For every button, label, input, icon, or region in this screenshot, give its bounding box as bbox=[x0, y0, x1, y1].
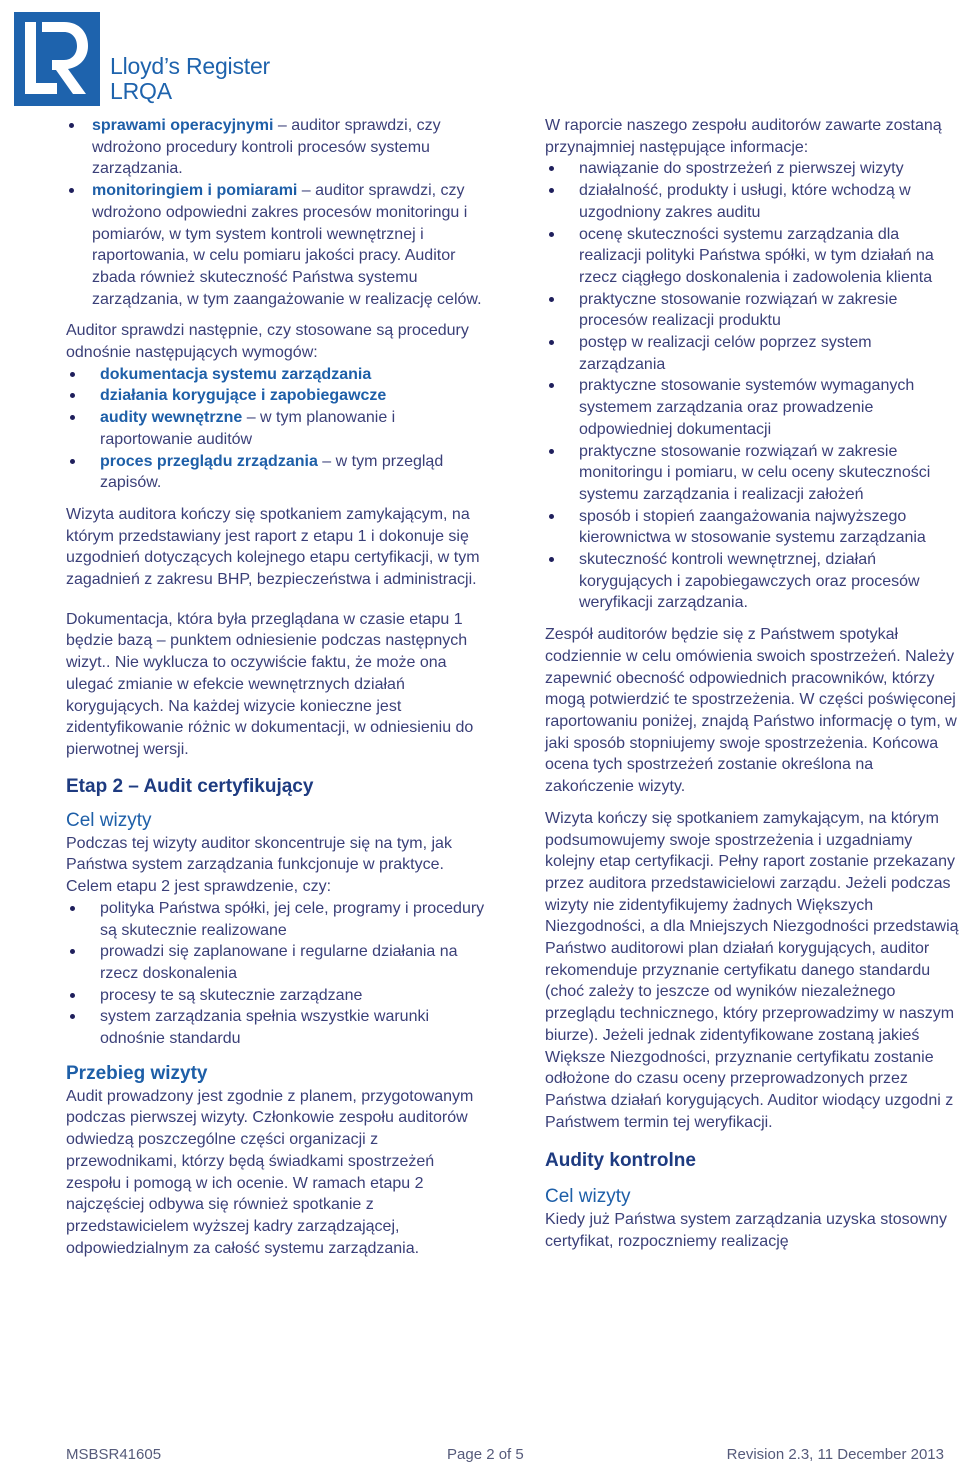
goal-bullet-list bbox=[66, 898, 486, 1050]
list-item: procesy te są skutecznie zarządzane bbox=[66, 985, 486, 1007]
list-item bbox=[66, 180, 486, 310]
bullet-text: – w tym planowanie i raportowanie auditów bbox=[100, 409, 396, 448]
requirements-bullet-list bbox=[66, 364, 486, 494]
report-bullet-list bbox=[545, 158, 960, 614]
list-item: postęp w realizacji celów poprzez system zarządzania bbox=[545, 332, 960, 375]
bullet-text: – auditor sprawdzi, czy wdrożono odpowiedni zakres procesów monitoringu i pomiarów, w tym system kontroli wewnętrznej i raportowania, w celu pomiaru jakości pracy. Auditor zbada również skuteczność Państwa systemu zarządzania, w tym zaangażowanie w realizację celów. bbox=[92, 182, 482, 308]
list-item: prowadzi się zaplanowane i regularne działania na rzecz doskonalenia bbox=[66, 941, 486, 984]
paragraph-documentation: Dokumentacja, która była przeglądana w czasie etapu 1 będzie bazą – punktem odniesienie podczas następnych wizyt.. Nie wyklucza to oczywiście faktu, że może ona ulegać zmianie w efekcie wewnętrznych działań korygujących. Na każdej wizycie konieczne jest zidentyfikowanie różnic w dokumentacji, w odniesieniu do pierwotnej wersji. bbox=[66, 610, 474, 758]
list-item: działalność, produkty i usługi, które wchodzą w uzgodniony zakres auditu bbox=[545, 180, 960, 223]
list-item: polityka Państwa spółki, jej cele, programy i procedury są skutecznie realizowane bbox=[66, 898, 486, 941]
logo-line-1: Lloyd’s Register bbox=[110, 53, 271, 79]
left-column bbox=[66, 115, 486, 1259]
goal-heading-right: Cel wizyty bbox=[545, 1186, 631, 1208]
bullet-text: – w tym przegląd zapisów. bbox=[100, 452, 444, 492]
list-item: praktyczne stosowanie rozwiązań w zakresie procesów realizacji produktu bbox=[545, 289, 960, 332]
list-item: sposób i stopień zaangażowania najwyższego kierownictwa w stosowanie systemu zarządzania bbox=[545, 506, 960, 549]
bullet-text: – auditor sprawdzi, czy wdrożono procedury kontroli procesów systemu zarządzania. bbox=[92, 117, 441, 178]
list-item bbox=[66, 407, 486, 450]
paragraph-close: Wizyta kończy się spotkaniem zamykającym, na którym podsumowujemy swoje spostrzeżenia i uzgadniamy kolejny etap certyfikacji. Pełny raport zostanie przekazany przez auditora przedstawicielowi zarządu. Jeżeli podczas wizyty nie zidentyfikujemy żadnych Większych Niezgodności, a dla Mniejszych Niezgodności przedstawią Państwo auditorowi plan działań korygujących, auditor rekomenduje przyznanie certyfikatu danego standardu (choć zależy to jeszcze od wyników niezależnego przeglądu technicznego, który przeprowadzimy w naszym biurze). Jeżeli jednak zidentyfikowane zostaną jakieś Większe Niezgodności, przyznanie certyfikatu zostanie odłożone do czasu oceny przeprowadzonych przez Państwa działań korygujących. Auditor wiodący uzgodni z Państwem termin tej weryfikacji. bbox=[545, 809, 959, 1131]
goal-paragraph: Podczas tej wizyty auditor skoncentruje się na tym, jak Państwa system zarządzania funkcjonuje w praktyce. Celem etapu 2 jest sprawdzenie, czy: bbox=[66, 834, 452, 896]
list-item bbox=[66, 115, 486, 180]
footer-revision: Revision 2.3, 11 December 2013 bbox=[726, 1446, 944, 1463]
paragraph-check: Auditor sprawdzi następnie, czy stosowane są procedury odnośnie następujących wymogów: bbox=[66, 322, 469, 362]
operations-bullet-list bbox=[66, 115, 486, 310]
bullet-term: proces przeglądu zrządzania bbox=[100, 452, 318, 470]
list-item: nawiązanie do spostrzeżeń z pierwszej wizyty bbox=[545, 158, 960, 180]
bullet-term: działania korygujące i zapobiegawcze bbox=[100, 387, 387, 405]
list-item: praktyczne stosowanie rozwiązań w zakresie monitoringu i pomiaru, w celu oceny skuteczności systemu zarządzania i realizacji założeń bbox=[545, 441, 960, 506]
list-item bbox=[66, 385, 486, 407]
bullet-term: dokumentacja systemu zarządzania bbox=[100, 365, 372, 383]
course-paragraph: Audit prowadzony jest zgodnie z planem, przygotowanym podczas pierwszej wizyty. Członkowie zespołu auditorów odwiedzą poszczególne części organizacji z przewodnikami, którzy będą świadkami spostrzeżeń zespołu i pomogą w ich ocenie. W ramach etapu 2 najczęściej odbywa się również spotkanie z przedstawicielem wyższej kadry zarządzającej, odpowiedzialnym za całość systemu zarządzania. bbox=[66, 1087, 474, 1257]
bullet-term: monitoringiem i pomiarami bbox=[92, 182, 298, 200]
list-item: system zarządzania spełnia wszystkie warunki odnośnie standardu bbox=[66, 1006, 486, 1049]
report-intro: W raporcie naszego zespołu auditorów zawarte zostaną przynajmniej następujące informacje: bbox=[545, 117, 942, 156]
logo-line-2: LRQA bbox=[110, 78, 172, 104]
footer-doc-id: MSBSR41605 bbox=[66, 1446, 162, 1463]
paragraph-team: Zespół auditorów będzie się z Państwem spotykał codziennie w celu omówienia swoich spostrzeżeń. Należy zapewnić obecność odpowiednich pracowników, którzy mogą potwierdzić te spostrzeżenia. W części poświęconej raportowaniu poniżej, znajdą Państwo informację o tym, w jaki sposób stopniujemy swoje spostrzeżenia. Końcowa ocena tych spostrzeżeń zostanie określona na zakończenie wizyty. bbox=[545, 626, 957, 796]
goal-heading: Cel wizyty bbox=[66, 809, 152, 831]
footer-page-number: Page 2 of 5 bbox=[447, 1446, 524, 1463]
goal-paragraph-right: Kiedy już Państwa system zarządzania uzyska stosowny certyfikat, rozpoczniemy realizację bbox=[545, 1211, 947, 1251]
lloyds-register-logo bbox=[14, 12, 304, 108]
audits-heading: Audity kontrolne bbox=[545, 1150, 696, 1172]
bullet-term: audity wewnętrzne bbox=[100, 409, 243, 427]
paragraph-visit-end: Wizyta auditora kończy się spotkaniem zamykającym, na którym przedstawiany jest raport z etapu 1 i dokonuje się uzgodnień dotyczących kolejnego etapu certyfikacji, w tym zagadnień z zakresu BHP, bezpieczeństwa i administracji. bbox=[66, 505, 480, 589]
course-heading: Przebieg wizyty bbox=[66, 1062, 208, 1084]
list-item: praktyczne stosowanie systemów wymaganych systemem zarządzania oraz prowadzenie odpowiedniej dokumentacji bbox=[545, 375, 960, 440]
logo-text bbox=[110, 54, 270, 104]
list-item bbox=[66, 451, 486, 494]
list-item: ocenę skuteczności systemu zarządzania dla realizacji polityki Państwa spółki, w tym działań na rzecz ciągłego doskonalenia i zadowolenia klienta bbox=[545, 224, 960, 289]
stage2-heading: Etap 2 – Audit certyfikujący bbox=[66, 775, 314, 797]
bullet-term: sprawami operacyjnymi bbox=[92, 117, 274, 134]
lr-logo-mark-icon bbox=[14, 12, 100, 106]
list-item bbox=[66, 364, 486, 386]
list-item: skuteczność kontroli wewnętrznej, działań korygujących i zapobiegawczych oraz procesów weryfikacji zarządzania. bbox=[545, 549, 960, 614]
right-column bbox=[545, 115, 960, 1253]
